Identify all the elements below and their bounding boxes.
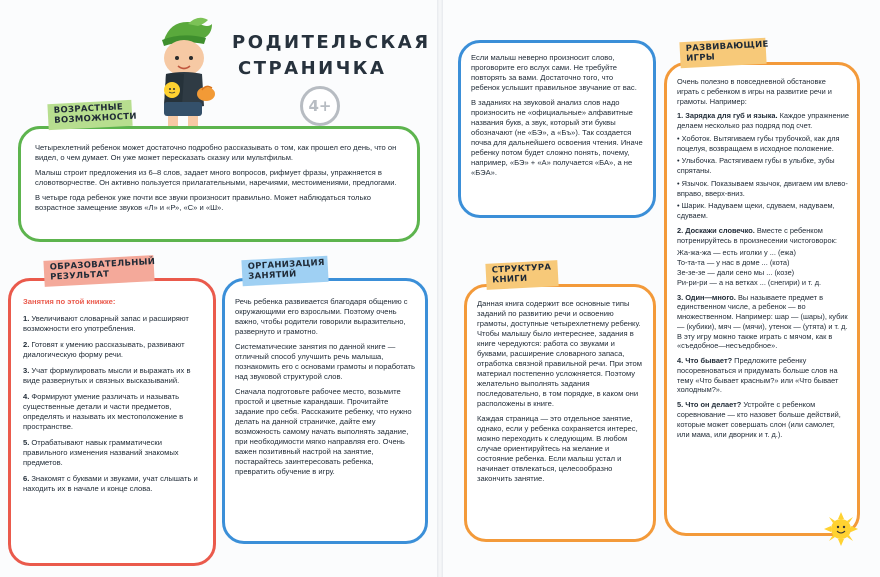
game-bullet: • Язычок. Показываем язычок, двигаем им влево-вправо, вверх-вниз. — [677, 178, 848, 198]
speech-section-text — [471, 53, 643, 178]
structure-section-text — [477, 299, 643, 484]
game-bullet: • Улыбочка. Растягиваем губы в улыбке, зубы спрятаны. — [677, 156, 835, 176]
age-section-label: ВОЗРАСТНЫЕ ВОЗМОЖНОСТИ — [47, 100, 132, 130]
game-item: 4. Что бывает? Предложите ребенку посоревноваться и придумать больше слов на тему «Что бывает красным?» или «Что бывает холодным?». — [677, 356, 839, 395]
game-title: 1. Зарядка для губ и языка. — [677, 111, 778, 121]
game-bullet: • Хоботок. Вытягиваем губы трубочкой, как для поцелуя, возвращаем в исходное положение. — [677, 133, 840, 153]
book-gutter — [437, 0, 443, 577]
org-paragraph: Речь ребенка развивается благодаря общению с окружающими его взрослыми. Поэтому очень важно, чтобы родители говорили выразительно, развернуто и грамотно. — [235, 297, 408, 337]
result-section-text — [23, 297, 203, 494]
age-paragraph: В четыре года ребенок уже почти все звуки произносит правильно. Может наблюдаться только возрастное замещение звуков «Л» и «Р», «С» и «Ш». — [35, 193, 372, 213]
result-subtitle: Занятия по этой книжке: — [23, 297, 116, 306]
tongue-twister: То-та-та — у нас в доме ... (кота) — [677, 258, 790, 268]
result-item: 1. Увеличивают словарный запас и расширяют возможности его употребления. — [23, 314, 189, 334]
tongue-twister: Ри-ри-ри — а на ветках ... (снегири) и т. д. — [677, 277, 822, 287]
org-section-text — [235, 297, 415, 477]
age-section-box — [18, 126, 420, 242]
structure-section-box — [464, 284, 656, 542]
age-badge: 4+ — [300, 86, 340, 126]
games-section-label: РАЗВИВАЮЩИЕ ИГРЫ — [679, 38, 766, 68]
games-intro: Очень полезно в повседневной обстановке играть с ребенком в игры на развитие речи и грамоты. Например: — [677, 77, 832, 106]
speech-section-box — [458, 40, 656, 218]
game-title: 4. Что бывает? — [677, 356, 733, 366]
games-section-text — [677, 77, 849, 439]
game-item: 5. Что он делает? Устройте с ребенком соревнование — кто назовет больше действий, которые может совершать слон (или самолет, или мама, или дворник и т. д.). — [677, 400, 841, 439]
org-paragraph: Систематические занятия по данной книге — отличный способ улучшить речь малыша, познакомить его с основами грамоты и поработать над звуковой структурой слов. — [235, 342, 415, 382]
result-item: 5. Отрабатывают навык грамматически правильного изменения названий знакомых предметов. — [23, 438, 179, 468]
structure-paragraph: Каждая страница — это отдельное занятие, однако, если у ребенка сохраняется интерес, можно переходить к следующим. В любом случае ориентируйтесь на желание и состояние ребенка. Если малыш устал и начинает отвлекаться, целесообразно закончить занятие. — [477, 414, 638, 484]
speech-paragraph: В заданиях на звуковой анализ слов надо произносить не «официальные» алфавитные названия букв, а звук, который эти буквы обозначают (не «БЭ», а «Бъ»). Так создается почва для дальнейшего освоения чтения. Иначе ребенку потом будет сложно понять, почему, например, «БЭ» + «А» получается «БА», а не «БЭА». — [471, 98, 643, 178]
tongue-twister: Зе-зе-зе — дали сено мы ... (козе) — [677, 268, 795, 278]
game-title: 3. Один—много. — [677, 292, 736, 302]
age-paragraph: Четырехлетний ребенок может достаточно подробно рассказывать о том, как прошел его день, что он видел, о чем думает. Он уже может пересказать сказку или мультфильм. — [35, 143, 397, 163]
structure-paragraph: Данная книга содержит все основные типы заданий по развитию речи и освоению грамоты, доступные четырехлетнему ребенку. Чтобы малышу было интереснее, задания в книге чередуются: работа со звуками и буквами, расширение словарного запаса, отработка связной правильной речи. При этом материал постепенно усложняется. Поэтому желательно выполнять задания последовательно, в том порядке, в каком они расположены в книге. — [477, 299, 642, 409]
org-section-label: ОРГАНИЗАЦИЯ ЗАНЯТИЙ — [241, 256, 328, 286]
result-item: 6. Знакомят с буквами и звуками, учат слышать и находить их в начале и конце слова. — [23, 474, 198, 494]
game-item: 3. Один—много. Вы называете предмет в единственном числе, а ребенок — во множественном. Например: шар — (шары), кубик — (кубики), мяч — (мячи), утенок — (утята) и т. д. В эту игру можно также играть с мячом, как в «съедобное—несъедобное». — [677, 292, 848, 351]
game-bullet: • Шарик. Надуваем щеки, сдуваем, надуваем, сдуваем. — [677, 201, 835, 221]
boy-with-green-hat-illustration — [142, 14, 222, 142]
speech-paragraph: Если малыш неверно произносит слово, проговорите его вслух сами. Не требуйте повторять за вами. Достаточно того, что ребенок услышит правильное звучание от вас. — [471, 53, 637, 93]
org-paragraph: Сначала подготовьте рабочее место, возьмите простой и цветные карандаши. Прочитайте задание про себя. Расскажите ребенку, что нужно делать на данной страничке, дайте ему возможность самому начать выполнять задание, при необходимости мягко направляя его. Очень важен позитивный настрой на занятие, постарайтесь заинтересовать ребенка, превратить обучение в игру. — [235, 387, 412, 477]
org-section-box — [222, 278, 428, 544]
game-item: 2. Доскажи словечко. Вместе с ребенком потренируйтесь в произнесении чистоговорок: Жа-жа-жа — есть иголки у ... (ежа) То-та-та — у нас в доме ... (кота) Зе-зе-зе — дали сено мы ... (козе) Ри-ри-ри — а на ветках ... (снегири) и т. д. — [677, 226, 849, 288]
structure-section-label: СТРУКТУРА КНИГИ — [485, 260, 558, 289]
result-item: 3. Учат формулировать мысли и выражать их в виде развернутых и связных высказываний. — [23, 366, 191, 386]
age-section-text — [35, 143, 403, 213]
games-section-box — [664, 62, 860, 536]
title-line-2: СТРАНИЧКА — [238, 58, 387, 80]
game-title: 2. Доскажи словечко. — [677, 225, 755, 235]
age-paragraph: Малыш строит предложения из 6–8 слов, задает много вопросов, рифмует фразы, упражняется в словотворчестве. Он активно пользуется прилагательными, наречиями, местоимениями, предлогами. — [35, 168, 397, 188]
title-line-1: РОДИТЕЛЬСКАЯ — [232, 32, 431, 53]
page-title — [232, 30, 431, 82]
game-title: 5. Что он делает? — [677, 400, 742, 410]
game-item: 1. Зарядка для губ и языка. Каждое упражнение делаем несколько раз подряд под счет. • Хоботок. Вытягиваем губы трубочкой, как для поцелуя, возвращаем в исходное положение. • Улыбочка. Растягиваем губы в улыбке, зубы спрятаны. • Язычок. Показываем язычок, двигаем им влево-вправо, вверх-вниз. • Шарик. Надуваем щеки, сдуваем, надуваем, сдуваем. — [677, 111, 849, 221]
result-section-label: ОБРАЗОВАТЕЛЬНЫЙ РЕЗУЛЬТАТ — [43, 255, 154, 286]
result-item: 4. Формируют умение различать и называть существенные детали и части предметов, определять и называть их местоположение в пространстве. — [23, 392, 184, 432]
result-section-box — [8, 278, 216, 566]
sun-smiley-icon — [824, 512, 858, 546]
tongue-twister: Жа-жа-жа — есть иголки у ... (ежа) — [677, 248, 796, 258]
result-item: 2. Готовят к умению рассказывать, развивают диалогическую форму речи. — [23, 340, 185, 360]
